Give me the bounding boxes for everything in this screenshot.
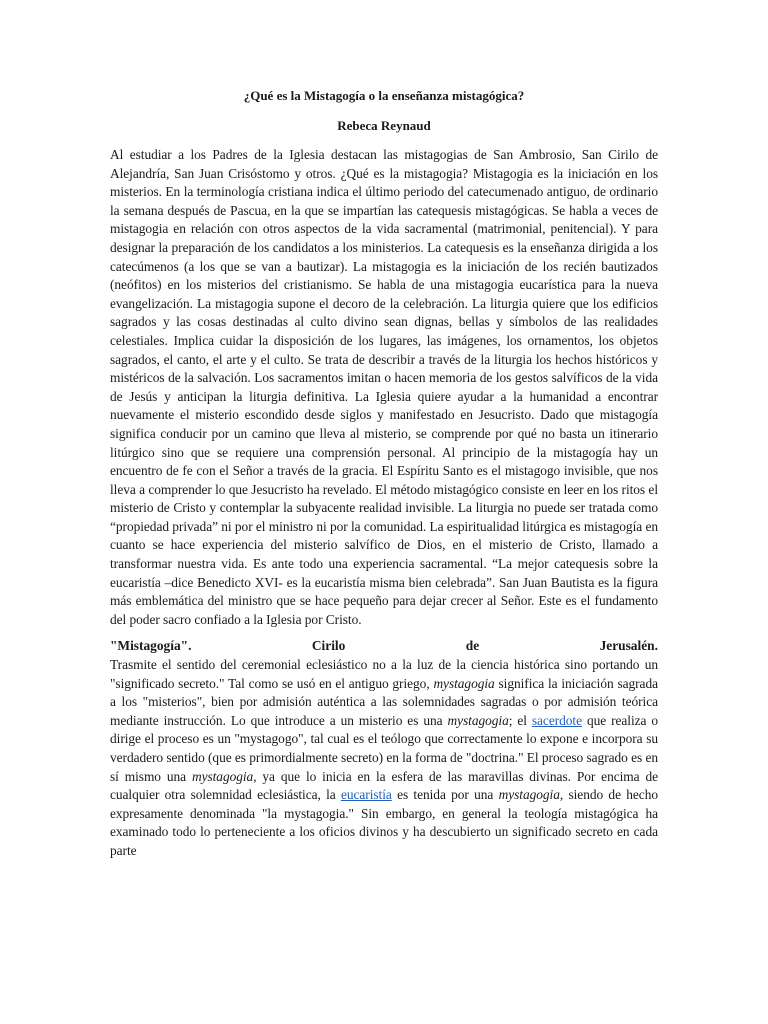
body-paragraph: Al estudiar a los Padres de la Iglesia destacan las mistagogias de San Ambrosio, San Cirilo de Alejandría, San Juan Crisóstomo y otros. ¿Qué es la mistagogia? Mistagogia es la iniciación en los misterios. En la terminología cristiana indica el último periodo del catecumenado antiguo, de ordinario la semana después de Pascua, en la que se impartían las catequesis mistagógicas. Se habla a veces de mistagogia en relación con otros aspectos de la vida sacramental (matrimonial, penitencial). Y para designar la preparación de los candidatos a los ministerios. La catequesis es la enseñanza dirigida a los catecúmenos (a los que se van a bautizar). La mistagogia es la iniciación de los recién bautizados (neófitos) en los misterios del cristianismo. Se habla de una mistagogia eucarística para la nueva evangelización. La mistagogia supone el decoro de la celebración. La liturgia quiere que los edificios sagrados y las cosas destinadas al culto divino sean dignas, bellas y símbolos de las realidades celestiales. Implica cuidar la disposición de los lugares, las imágenes, los ornamentos, los objetos sagrados, el canto, el arte y el culto. Se trata de describir a través de la liturgia los hechos históricos y mistéricos de la salvación. Los sacramentos imitan o hacen memoria de los gestos salvíficos de la vida de Jesús y anticipan la liturgia definitiva. La Iglesia quiere ayudar a la humanidad a encontrar nuevamente el misterio escondido desde siglos y manifestado en Jesucristo. Dado que mistagogía significa conducir por un camino que lleva al misterio, se comprende por qué no basta un itinerario litúrgico sino que se requiere una comprensión personal. Al principio de la mistagogía hay un encuentro de fe con el Señor a través de la gracia. El Espíritu Santo es el mistagogo invisible, que nos lleva a comprender lo que Jesucristo ha revelado. El método mistagógico consiste en leer en los ritos el misterio de Cristo y contemplar la subyacente realidad invisible. La liturgia no puede ser tratada como “propiedad privada” ni por el ministro ni por la comunidad. La espiritualidad litúrgica es mistagogía en cuanto se hace experiencia del misterio salvífico de Dios, en el misterio de Cristo, llamado a transformar nuestra vida. Es ante todo una experiencia sacramental. “La mejor catequesis sobre la eucaristía –dice Benedicto XVI- es la eucaristía misma bien celebrada”. San Juan Bautista es la figura más emblemática del ministro que se hace pequeño para dejar crecer al Señor. Este es el fundamento del poder sacro confiado a la Iglesia por Cristo.: [110, 147, 658, 627]
heading-word: Cirilo: [311, 638, 346, 654]
section-paragraph: [110, 656, 658, 861]
document-title: ¿Qué es la Mistagogía o la enseñanza mistagógica?: [243, 88, 525, 103]
italic-term: mystagogia: [191, 768, 254, 784]
text-segment: que realiza o dirige el proceso es un "mystagogo", tal cual es el teólogo que correctamente lo expone e incorpora su verdadero sentido (que es primordialmente secreto) en la forma de "doctrina." El proceso sagrado es en sí mismo una: [110, 712, 659, 784]
section-heading: [110, 637, 658, 656]
text-segment: es tenida por una: [391, 787, 499, 803]
text-segment: ; el: [508, 712, 532, 728]
text-segment: significa la iniciación sagrada a los "misterios", bien por admisión auténtica a las solemnidades sagradas o por admisión teórica mediante instrucción. Lo que introduce a un misterio es una: [110, 675, 658, 728]
eucaristia-link[interactable]: eucaristía: [340, 787, 392, 803]
italic-term: mystagogia: [498, 787, 560, 803]
document-author: Rebeca Reynaud: [337, 118, 431, 133]
text-segment: , ya que lo inicia en la esfera de las maravillas divinas. Por encima de cualquier otra solemnidad eclesiástica, la: [110, 768, 658, 803]
italic-term: mystagogia: [433, 675, 495, 691]
heading-word: de: [465, 638, 480, 654]
document-page: [110, 86, 658, 861]
text-segment: Trasmite el sentido del ceremonial eclesiástico no a la luz de la ciencia histórica sino portando un "significado secreto." Tal como se usó en el antiguo griego,: [110, 657, 658, 691]
sacerdote-link[interactable]: sacerdote: [531, 712, 582, 728]
text-segment: , siendo de hecho expresamente denominada "la mystagogia." Sin embargo, en general la teología mistagógica ha examinado todo lo perteneciente a los oficios divinos y ha descubierto un significado secreto en cada parte: [110, 787, 658, 858]
heading-word: "Mistagogía".: [110, 638, 192, 654]
italic-term: mystagogia: [447, 712, 509, 728]
heading-word: Jerusalén.: [599, 638, 658, 654]
